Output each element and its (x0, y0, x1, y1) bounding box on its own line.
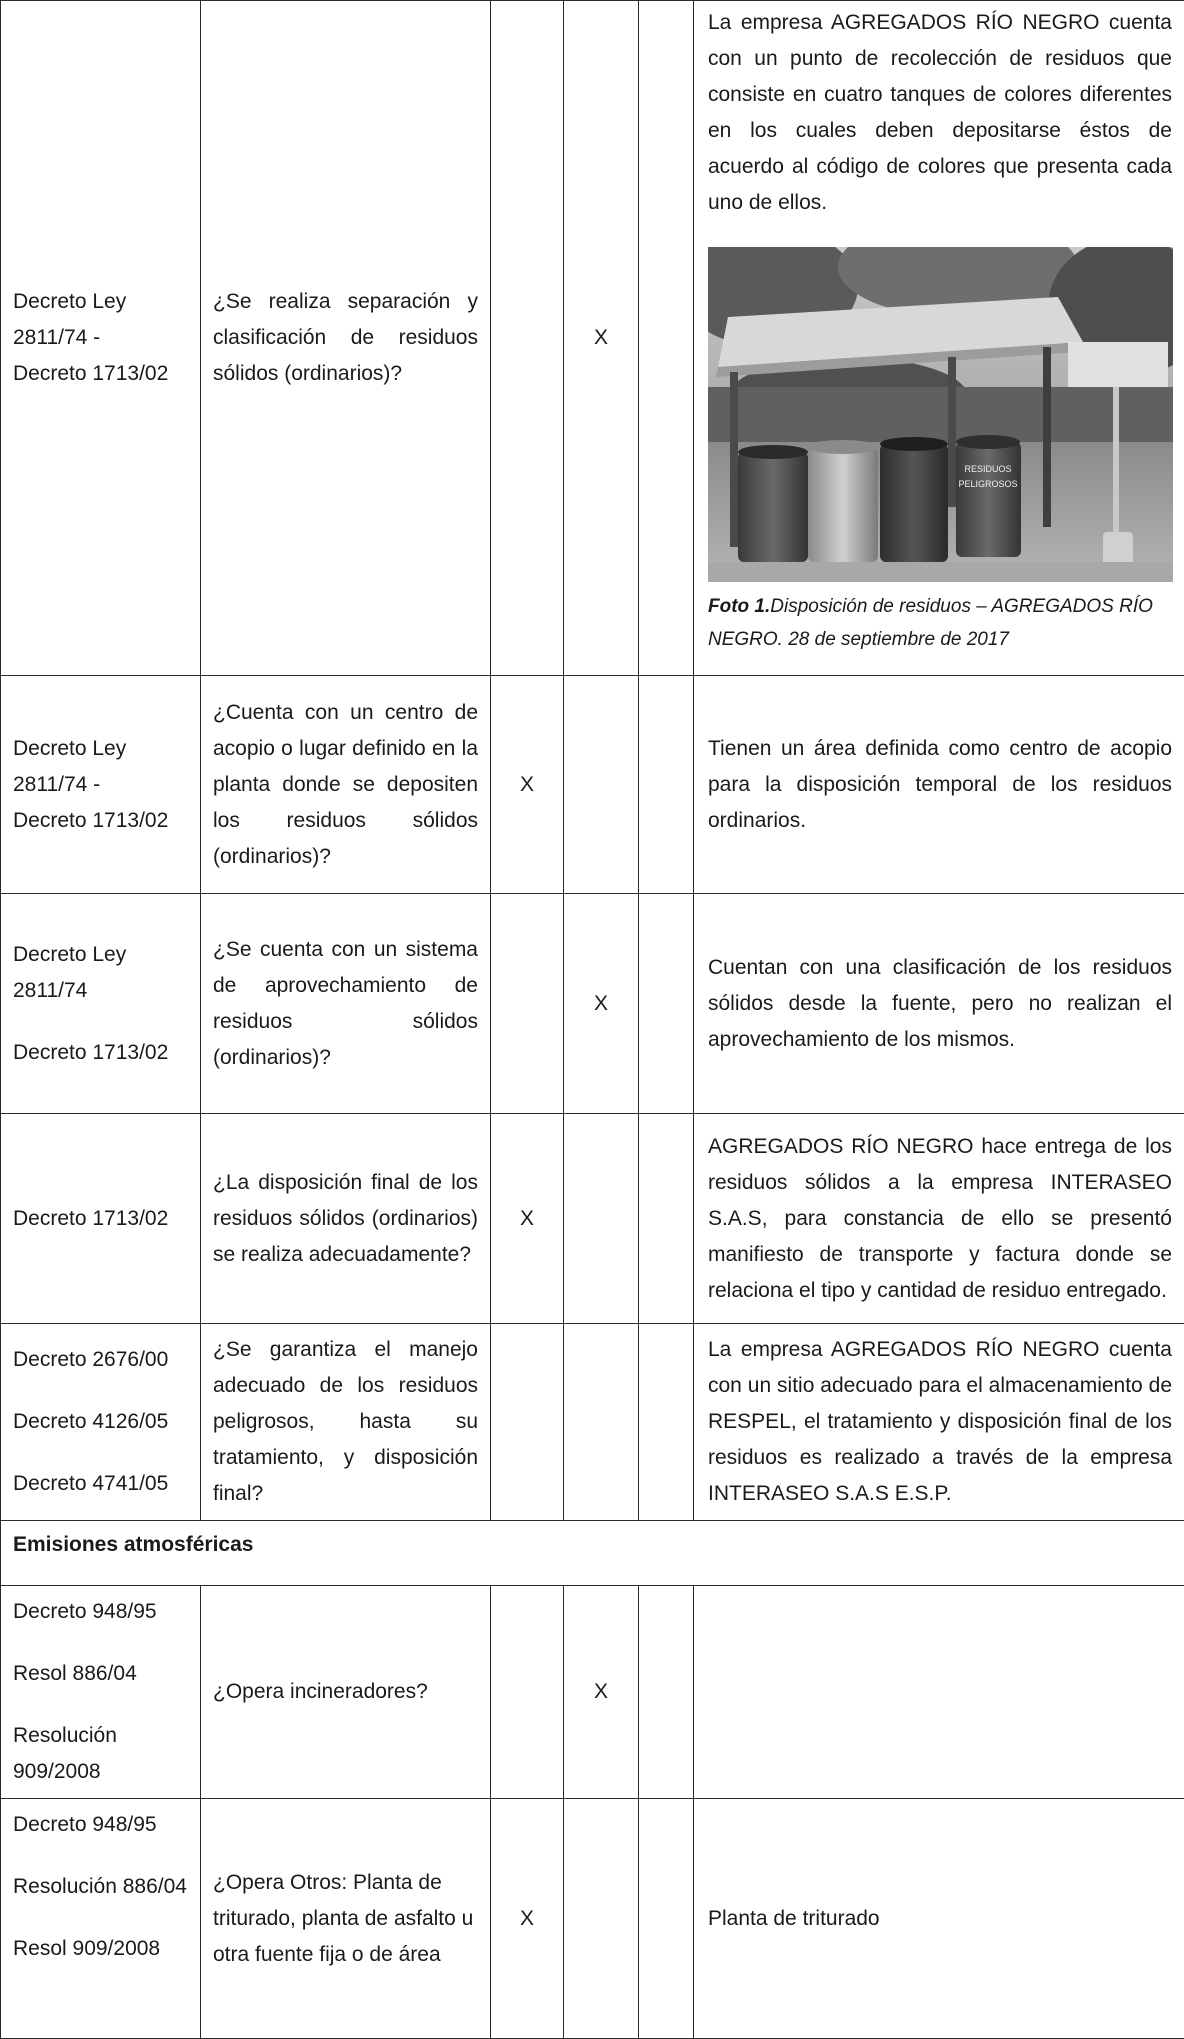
law-line: Decreto 1713/02 (13, 1201, 190, 1237)
mark-yes (491, 1586, 564, 1799)
mark-na (639, 1799, 694, 2039)
mark-na (639, 1, 694, 676)
question-cell: ¿Se cuenta con un sistema de aprovechamiento de residuos sólidos (ordinarios)? (201, 894, 491, 1114)
law-line: Decreto Ley (13, 284, 190, 320)
question-cell: ¿Opera incineradores? (201, 1586, 491, 1799)
law-line: Decreto 1713/02 (13, 803, 190, 839)
mark-na (639, 1324, 694, 1521)
mark-yes (491, 1, 564, 676)
law-line: Decreto Ley (13, 731, 190, 767)
law-line: 2811/74 - (13, 767, 190, 803)
observation-cell (694, 1, 1184, 676)
photo-caption-text: Disposición de residuos – AGREGADOS RÍO NEGRO. 28 de septiembre de 2017 (708, 596, 1153, 650)
table-row (1, 1114, 1184, 1324)
mark-yes: X (491, 1114, 564, 1324)
law-line: Decreto 948/95 (13, 1594, 190, 1630)
observation-cell: La empresa AGREGADOS RÍO NEGRO cuenta con un sitio adecuado para el almacenamiento de RESPEL, el tratamiento y disposición final de los residuos es realizado a través de la empresa INTERASEO S.A.S E.S.P. (694, 1324, 1184, 1521)
photo-caption-label: Foto 1. (708, 596, 770, 617)
mark-no: X (564, 1586, 639, 1799)
mark-no: X (564, 1, 639, 676)
mark-na (639, 1586, 694, 1799)
svg-text:PELIGROSOS: PELIGROSOS (958, 479, 1017, 489)
law-line: Decreto 1713/02 (13, 356, 190, 392)
section-title: Emisiones atmosféricas (1, 1521, 1184, 1586)
law-cell (1, 1586, 201, 1799)
question-cell: ¿La disposición final de los residuos sólidos (ordinarios) se realiza adecuadamente? (201, 1114, 491, 1324)
law-cell (1, 1799, 201, 2039)
section-header-row (1, 1521, 1184, 1586)
mark-na (639, 894, 694, 1114)
table-row (1, 676, 1184, 894)
law-cell (1, 1324, 201, 1521)
law-line: Decreto 2676/00 (13, 1342, 190, 1378)
law-cell (1, 676, 201, 894)
question-cell: ¿Cuenta con un centro de acopio o lugar definido en la planta donde se depositen los residuos sólidos (ordinarios)? (201, 676, 491, 894)
question-cell: ¿Opera Otros: Planta de triturado, planta de asfalto u otra fuente fija o de área (201, 1799, 491, 2039)
law-line: Decreto 948/95 (13, 1807, 190, 1843)
question-cell: ¿Se garantiza el manejo adecuado de los residuos peligrosos, hasta su tratamiento, y disposición final? (201, 1324, 491, 1521)
law-line: Resolución 909/2008 (13, 1718, 190, 1790)
waste-barrels-photo (708, 247, 1173, 582)
table-row (1, 1586, 1184, 1799)
svg-text:RESIDUOS: RESIDUOS (964, 464, 1011, 474)
mark-yes: X (491, 1799, 564, 2039)
table-row (1, 1324, 1184, 1521)
observation-cell (694, 1586, 1184, 1799)
law-line: 2811/74 (13, 973, 190, 1009)
mark-no (564, 1324, 639, 1521)
observation-cell: AGREGADOS RÍO NEGRO hace entrega de los residuos sólidos a la empresa INTERASEO S.A.S, para constancia de ello se presentó manifiesto de transporte y factura donde se relaciona el tipo y cantidad de residuo entregado. (694, 1114, 1184, 1324)
observation-text: La empresa AGREGADOS RÍO NEGRO cuenta con un punto de recolección de residuos que consiste en cuatro tanques de colores diferentes en los cuales deben depositarse éstos de acuerdo al código de colores que presenta cada uno de ellos. (708, 5, 1172, 221)
table-row (1, 894, 1184, 1114)
law-line: Decreto 4741/05 (13, 1466, 190, 1502)
law-cell (1, 1114, 201, 1324)
law-line: Decreto Ley (13, 937, 190, 973)
mark-no (564, 1114, 639, 1324)
photo-image (708, 247, 1173, 582)
mark-yes: X (491, 676, 564, 894)
question-cell: ¿Se realiza separación y clasificación de residuos sólidos (ordinarios)? (201, 1, 491, 676)
table-row (1, 1, 1184, 676)
law-line: Decreto 1713/02 (13, 1035, 190, 1071)
mark-na (639, 1114, 694, 1324)
law-line: Resol 909/2008 (13, 1931, 190, 1967)
mark-na (639, 676, 694, 894)
law-line: Resol 886/04 (13, 1656, 190, 1692)
photo-caption (708, 590, 1172, 656)
mark-no: X (564, 894, 639, 1114)
mark-yes (491, 894, 564, 1114)
mark-no (564, 676, 639, 894)
law-line: 2811/74 - (13, 320, 190, 356)
law-cell (1, 1, 201, 676)
law-cell (1, 894, 201, 1114)
mark-no (564, 1799, 639, 2039)
mark-yes (491, 1324, 564, 1521)
law-line: Resolución 886/04 (13, 1869, 190, 1905)
law-line: Decreto 4126/05 (13, 1404, 190, 1440)
table-row (1, 1799, 1184, 2039)
observation-cell: Cuentan con una clasificación de los residuos sólidos desde la fuente, pero no realizan el aprovechamiento de los mismos. (694, 894, 1184, 1114)
observation-cell: Planta de triturado (694, 1799, 1184, 2039)
observation-cell: Tienen un área definida como centro de acopio para la disposición temporal de los residuos ordinarios. (694, 676, 1184, 894)
